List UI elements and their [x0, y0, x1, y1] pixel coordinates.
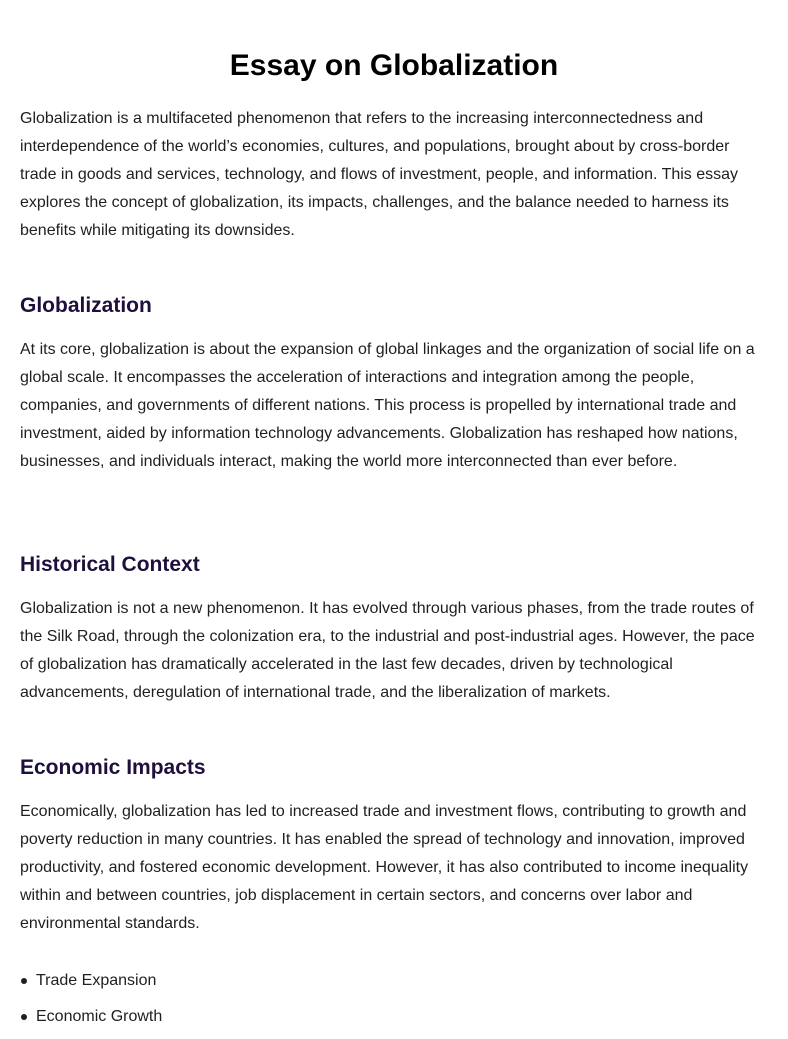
list-item-label: Economic Growth	[36, 1008, 163, 1025]
section-heading-economic-impacts: Economic Impacts	[20, 756, 206, 779]
list-item	[20, 1003, 162, 1039]
page-title: Essay on Globalization	[229, 49, 559, 82]
economic-impacts-list	[20, 967, 162, 1039]
section-heading-globalization: Globalization	[20, 294, 152, 317]
list-item	[20, 967, 162, 1003]
section-body-globalization: At its core, globalization is about the expansion of global linkages and the organization of social life on a global scale. It encompasses the acceleration of interactions and integration among the people, companies, and governments of different nations. This process is propelled by international trade and investment, aided by information technology advancements. Globalization has reshaped how nations, businesses, and individuals interact, making the world more interconnected than ever before.	[20, 341, 755, 470]
bullet-dot-icon	[21, 978, 27, 984]
list-item-label: Trade Expansion	[36, 972, 157, 989]
section-heading-historical-context: Historical Context	[20, 553, 200, 576]
section-body-historical-context: Globalization is not a new phenomenon. It has evolved through various phases, from the trade routes of the Silk Road, through the colonization era, to the industrial and post-industrial ages. However, the pace of globalization has dramatically accelerated in the last few decades, driven by technological advancements, deregulation of international trade, and the liberalization of markets.	[20, 600, 755, 701]
bullet-dot-icon	[21, 1014, 27, 1020]
intro-paragraph: Globalization is a multifaceted phenomenon that refers to the increasing interconnectedness and interdependence of the world’s economies, cultures, and populations, brought about by cross-border trade in goods and services, technology, and flows of investment, people, and information. This essay explores the concept of globalization, its impacts, challenges, and the balance needed to harness its benefits while mitigating its downsides.	[20, 110, 739, 239]
section-body-economic-impacts: Economically, globalization has led to increased trade and investment flows, contributing to growth and poverty reduction in many countries. It has enabled the spread of technology and innovation, improved productivity, and fostered economic development. However, it has also contributed to income inequality within and between countries, job displacement in certain sectors, and concerns over labor and environmental standards.	[20, 803, 749, 932]
